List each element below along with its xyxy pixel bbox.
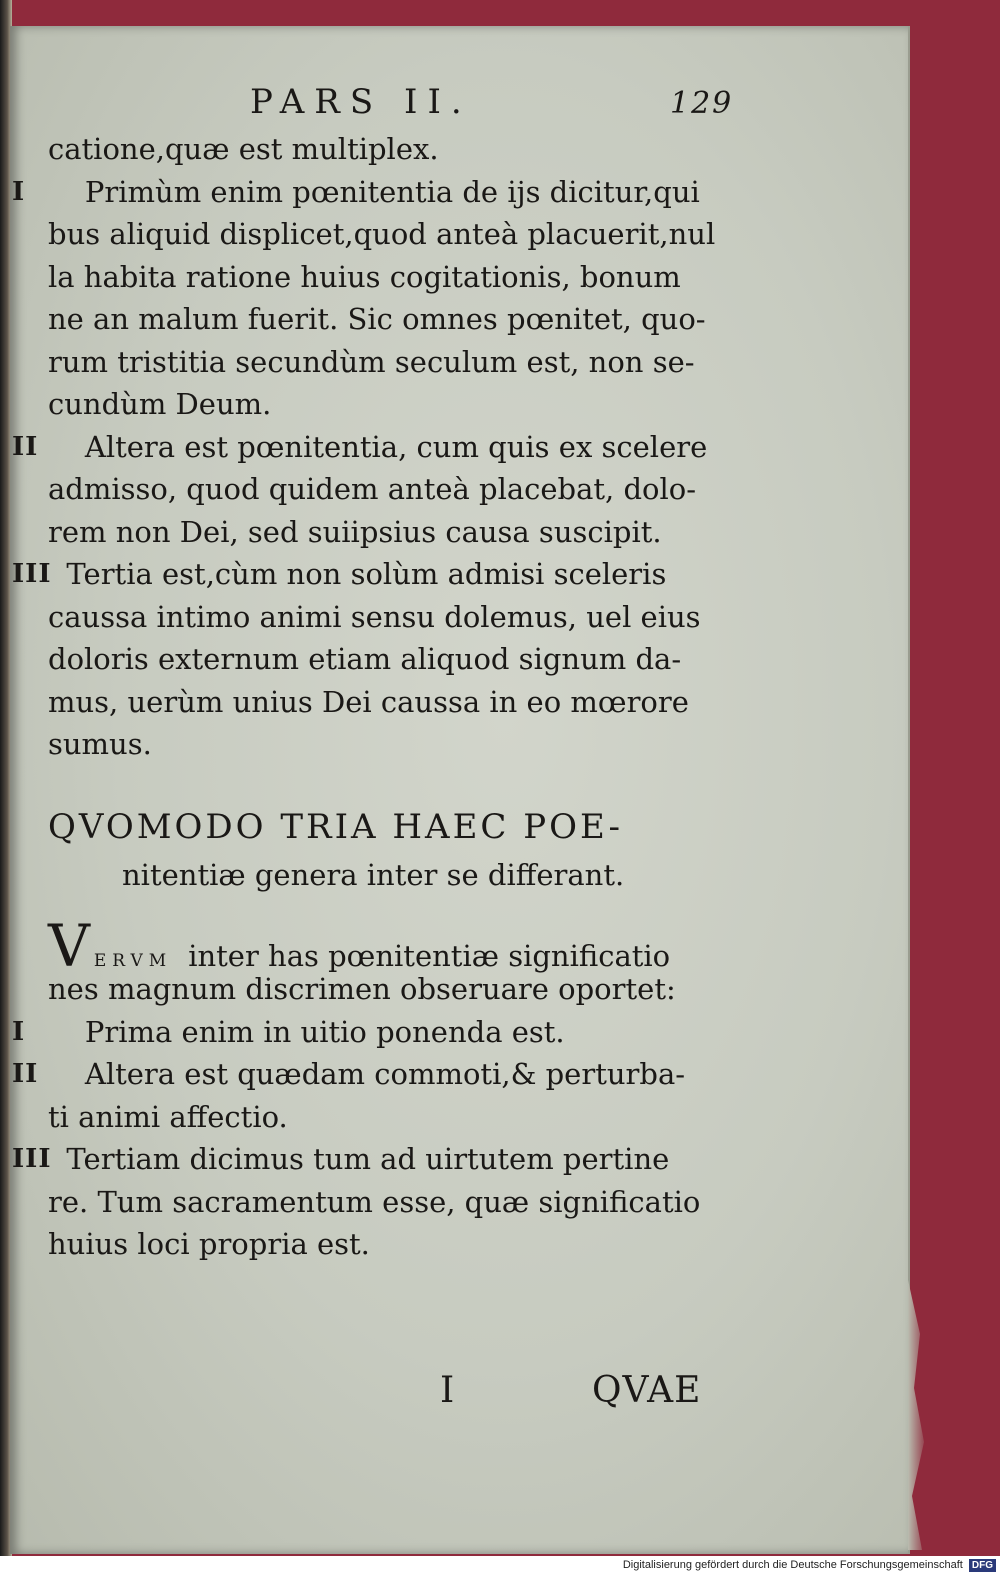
text-line	[12, 426, 892, 469]
line-text: ne an malum fuerit. Sic omnes pœnitet, quo-	[48, 302, 706, 336]
text-line	[12, 723, 892, 766]
margin-numeral	[12, 468, 48, 511]
margin-numeral	[12, 681, 48, 724]
text-line	[12, 383, 892, 426]
margin-numeral	[12, 1181, 48, 1224]
line-text: mus, uerùm unius Dei caussa in eo mœrore	[48, 684, 689, 719]
line-text: ti animi affectio.	[48, 1099, 288, 1134]
text-line	[12, 213, 892, 256]
line-text: bus aliquid displicet,quod anteà placuerit,nul	[48, 217, 716, 251]
text-line	[12, 256, 892, 299]
margin-numeral	[12, 298, 48, 341]
page-edge	[908, 1280, 928, 1550]
line-text: rum tristitia secundùm seculum est, non se-	[48, 344, 695, 379]
paragraph-1	[12, 128, 892, 766]
text-line	[12, 341, 892, 384]
margin-numeral	[12, 128, 48, 171]
line-text: re. Tum sacramentum esse, quæ significatio	[48, 1184, 701, 1219]
text-line	[12, 171, 892, 214]
line-text: admisso, quod quidem anteà placebat, dolo-	[48, 472, 697, 506]
text-line	[12, 681, 892, 724]
dfg-logo: DFG	[969, 1559, 996, 1572]
line-text: Altera est pœnitentia, cum quis ex scelere	[48, 429, 708, 464]
margin-numeral	[12, 638, 48, 681]
text-line	[12, 638, 892, 681]
margin-numeral	[12, 968, 48, 1011]
text-line	[12, 468, 892, 511]
section-heading-continued: nitentiæ genera inter se differant.	[122, 857, 625, 892]
margin-numeral: I	[12, 1016, 26, 1047]
line-text: sumus.	[48, 727, 152, 761]
margin-numeral	[12, 596, 48, 639]
line-text: caussa intimo animi sensu dolemus, uel eius	[48, 599, 701, 634]
digitization-note: Digitalisierung gefördert durch die Deutsche Forschungsgemeinschaft	[622, 1559, 963, 1571]
text-line	[12, 1223, 892, 1266]
main-text	[12, 128, 892, 1266]
margin-numeral	[12, 511, 48, 554]
catchword: QVAE	[592, 1370, 702, 1411]
text-line	[12, 1138, 892, 1181]
drop-initial: V	[48, 911, 90, 980]
line-text: catione,quæ est multiplex.	[48, 132, 439, 166]
line-text: Tertia est,cùm non solùm admisi sceleris	[48, 557, 667, 591]
margin-numeral: II	[12, 431, 39, 462]
text-line	[12, 596, 892, 639]
running-title: PARS II.	[250, 82, 472, 122]
line-text: nes magnum discrimen obseruare oportet:	[48, 972, 676, 1006]
text-line	[12, 1053, 892, 1096]
paragraph-2	[12, 968, 892, 1266]
line-text: rem non Dei, sed suiipsius causa suscipit.	[48, 514, 662, 549]
paragraph-2-first-line: VERVM inter has pœnitentiæ significatio	[48, 911, 671, 980]
digitization-banner	[0, 1556, 1000, 1574]
text-line	[12, 968, 892, 1011]
text-line	[12, 1096, 892, 1139]
text-line	[12, 1011, 892, 1054]
line-text: cundùm Deum.	[48, 387, 272, 421]
margin-numeral	[12, 256, 48, 299]
margin-numeral	[12, 341, 48, 384]
margin-numeral: II	[12, 1059, 39, 1089]
text-line	[12, 1181, 892, 1224]
line-text: la habita ratione huius cogitationis, bonum	[48, 259, 681, 294]
line-text: Primùm enim pœnitentia de ijs dicitur,qui	[48, 174, 700, 209]
text-line	[12, 128, 892, 171]
small-caps-word: ERVM	[93, 950, 173, 971]
margin-numeral	[12, 1223, 48, 1266]
margin-numeral	[12, 383, 48, 426]
line-text: Altera est quædam commoti,& perturba-	[48, 1057, 686, 1091]
text-line	[12, 298, 892, 341]
signature-mark: I	[440, 1370, 455, 1411]
line-text: huius loci propria est.	[48, 1227, 370, 1261]
section-heading: QVOMODO TRIA HAEC POE-	[48, 806, 623, 847]
margin-numeral	[12, 213, 48, 256]
margin-numeral	[12, 1096, 48, 1139]
line-text: Tertiam dicimus tum ad uirtutem pertine	[48, 1142, 670, 1176]
margin-numeral	[12, 723, 48, 766]
line-text: doloris externum etiam aliquod signum da-	[48, 642, 682, 676]
margin-numeral: III	[12, 559, 52, 589]
text-line	[12, 553, 892, 596]
page-number: 129	[670, 86, 734, 121]
margin-numeral: I	[12, 176, 26, 207]
line-text: Prima enim in uitio ponenda est.	[48, 1014, 565, 1049]
margin-numeral: III	[12, 1144, 52, 1174]
text-line	[12, 511, 892, 554]
